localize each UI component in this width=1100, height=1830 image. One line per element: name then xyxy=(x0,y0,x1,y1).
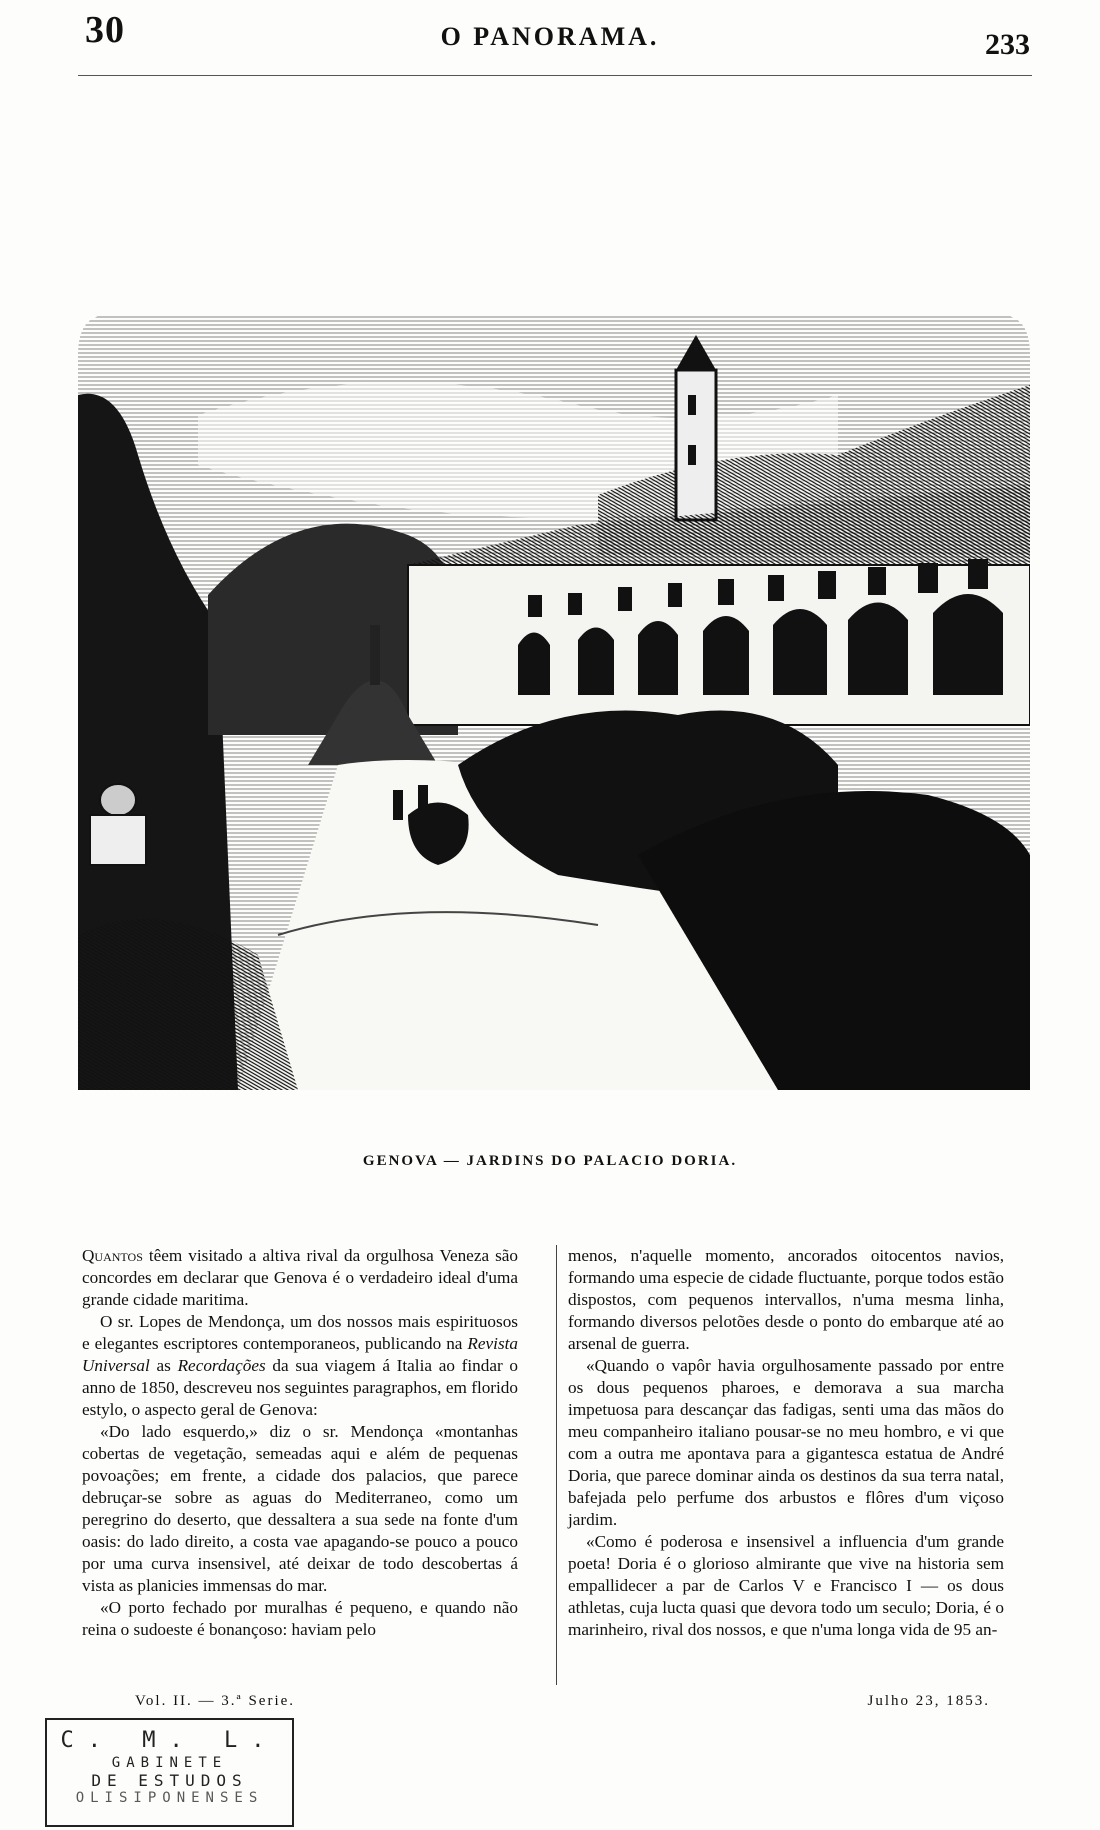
stamp-line: OLISIPONENSES xyxy=(75,1790,264,1806)
article-paragraph: menos, n'aquelle momento, ancorados oitocentos navios, formando uma especie de cidade fluctuante, porque todos estão dispostos, com pequenos intervallos, n'uma mesma linha, formando diversos pelotões desde o ponto do embarque até ao arsenal de guerra. xyxy=(568,1246,1004,1353)
paragraph-text: da sua viagem á Italia ao findar o anno de 1850, descreveu nos seguintes paragraphos, em florido estylo, o aspecto geral de Genova: xyxy=(82,1356,518,1419)
paragraph-text: as xyxy=(149,1356,178,1375)
article-paragraph: «Do lado esquerdo,» diz o sr. Mendonça «montanhas cobertas de vegetação, semeadas aqui e além de pequenas povoações; em frente, a cidade dos palacios, que parece debruçar-se sobre as aguas do Mediterraneo, como um peregrino do deserto, que dessaltera a sua sede na fonte d'um oasis: do lado direito, a costa vae apagando-se pouco a pouco por uma curva insensivel, até deixar de todo descobertas á vista as planicies immensas do mar. xyxy=(82,1422,518,1595)
stamp-line: GABINETE xyxy=(111,1755,228,1771)
column-divider xyxy=(556,1245,557,1685)
volume-series: Vol. II. — 3.ª Serie. xyxy=(135,1693,296,1709)
issue-number: 30 xyxy=(85,9,125,51)
engraving-palace-garden-icon xyxy=(78,295,1030,1090)
article-paragraph xyxy=(82,1245,518,1311)
article-paragraph: «O porto fechado por muralhas é pequeno, e quando não reina o sudoeste é bonançoso: haviam pelo xyxy=(82,1598,518,1639)
article-column-right xyxy=(568,1245,1004,1641)
engraving-illustration xyxy=(78,295,1030,1090)
issue-date: Julho 23, 1853. xyxy=(867,1693,990,1709)
publication-title: Revista Universal xyxy=(82,1334,518,1375)
article-paragraph: «Quando o vapôr havia orgulhosamente passado por entre os dous pequenos pharoes, e demorava a sua marcha impetuosa para descançar das fadigas, senti uma das mãos do meu companheiro italiano pousar-se no meu hombro, e vi que com a outra me apontava para a gigantesca estatua de André Doria, que parece dominar ainda os destinos da sua terra natal, bafejada pelo perfume dos arbustos e flôres d'um viçoso jardim. xyxy=(568,1356,1004,1529)
library-stamp xyxy=(45,1718,294,1827)
article-paragraph xyxy=(82,1311,518,1421)
article-column-left xyxy=(82,1245,518,1641)
illustration-caption: GENOVA — JARDINS DO PALACIO DORIA. xyxy=(362,1153,738,1169)
masthead-title: O PANORAMA. xyxy=(440,22,660,51)
header-rule xyxy=(78,75,1032,76)
work-title: Recordações xyxy=(177,1356,266,1375)
lead-word: Quantos xyxy=(82,1246,143,1265)
paragraph-text: O sr. Lopes de Mendonça, um dos nossos mais espirituosos e elegantes escriptores contemporaneos, publicando na xyxy=(82,1312,518,1353)
paragraph-text: têem visitado a altiva rival da orgulhosa Veneza são concordes em declarar que Genova é o verdadeiro ideal d'uma grande cidade maritima. xyxy=(82,1246,518,1309)
article-paragraph: «Como é poderosa e insensivel a influencia d'um grande poeta! Doria é o glorioso almirante que vive na historia sem empallidecer a par de Carlos V e Francisco I — os dous athletas, cuja lucta quasi que devora todo um seculo; Doria, é o marinheiro, rival dos nossos, e que n'uma longa vida de 95 an- xyxy=(568,1532,1004,1639)
stamp-line: C. M. L. xyxy=(60,1728,279,1753)
stamp-line: DE ESTUDOS xyxy=(91,1771,248,1790)
page-number: 233 xyxy=(985,28,1030,61)
